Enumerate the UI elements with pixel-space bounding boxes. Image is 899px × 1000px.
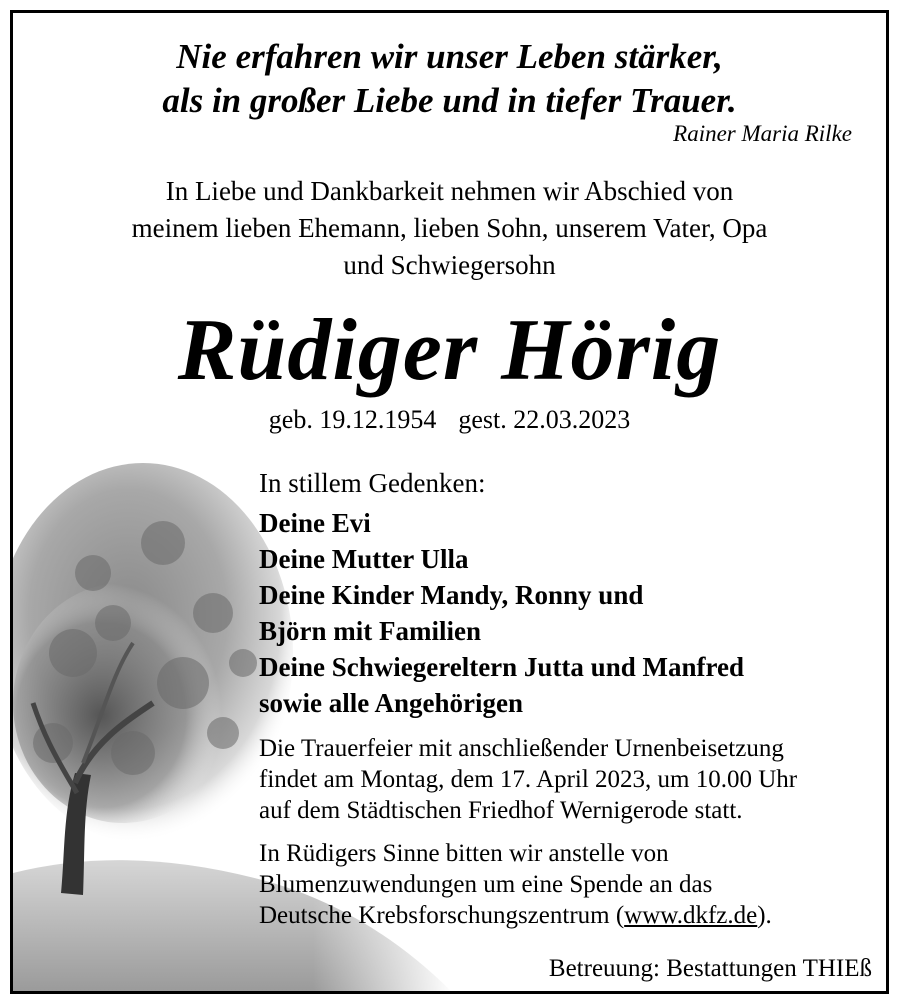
mourner-line: Deine Schwiegereltern Jutta und Manfred	[259, 652, 744, 682]
mourner-line: Deine Evi	[259, 508, 371, 538]
donation-info	[259, 838, 879, 931]
deceased-name: Rüdiger Hörig	[177, 302, 722, 399]
funeral-line-3: auf dem Städtischen Friedhof Wernigerode statt.	[259, 797, 743, 824]
funeral-info	[259, 733, 879, 826]
intro-text	[13, 173, 886, 284]
donation-line-3	[259, 900, 879, 931]
death-date: gest. 22.03.2023	[458, 405, 631, 434]
mourners-list	[259, 505, 879, 721]
remembrance-heading: In stillem Gedenken:	[259, 468, 486, 498]
mourner-line: Deine Mutter Ulla	[259, 544, 469, 574]
birth-date: geb. 19.12.1954	[268, 405, 437, 434]
funeral-home-credit: Betreuung: Bestattungen THIEß	[548, 955, 872, 982]
quote-line-1: Nie erfahren wir unser Leben stärker,	[176, 37, 723, 76]
quote	[13, 35, 886, 123]
intro-line-3: und Schwiegersohn	[343, 250, 556, 280]
donation-line-1: In Rüdigers Sinne bitten wir anstelle von	[259, 840, 669, 867]
quote-line-2: als in großer Liebe und in tiefer Trauer.	[162, 81, 737, 120]
life-dates	[13, 405, 886, 435]
mourner-line: Deine Kinder Mandy, Ronny und	[259, 580, 644, 610]
mourner-line: sowie alle Angehörigen	[259, 688, 523, 718]
dkfz-link[interactable]: www.dkfz.de	[624, 902, 758, 929]
intro-line-1: In Liebe und Dankbarkeit nehmen wir Abschied von	[165, 176, 734, 206]
intro-line-2: meinem lieben Ehemann, lieben Sohn, unserem Vater, Opa	[131, 213, 768, 243]
donation-prefix: Deutsche Krebsforschungszentrum (	[259, 902, 625, 929]
funeral-line-2: findet am Montag, dem 17. April 2023, um 10.00 Uhr	[259, 766, 798, 793]
mourner-line: Björn mit Familien	[259, 616, 481, 646]
remembrance-section	[259, 465, 879, 931]
quote-author: Rainer Maria Rilke	[673, 121, 852, 146]
donation-suffix: ).	[757, 902, 772, 929]
funeral-line-1: Die Trauerfeier mit anschließender Urnenbeisetzung	[259, 735, 784, 762]
obituary-frame	[10, 10, 889, 994]
donation-line-2: Blumenzuwendungen um eine Spende an das	[259, 871, 713, 898]
